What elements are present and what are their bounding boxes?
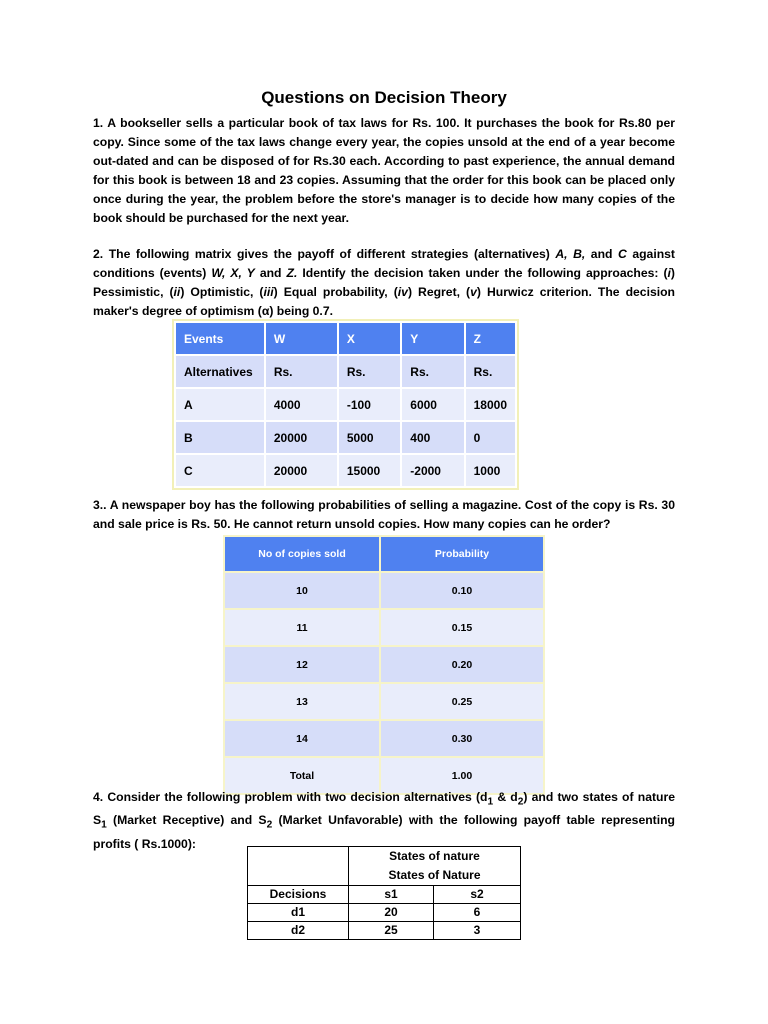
table-row	[248, 904, 521, 922]
table-cell: 0.25	[380, 683, 544, 720]
table-cell: 18000	[465, 388, 516, 421]
question-2: 2. The following matrix gives the payoff of different strategies (alternatives) A, B, and C against conditions (events) W, X, Y and Z. Identify the decision taken under the following approaches: (i) Pessimistic, (ii) Optimistic, (iii) Equal probability, (iv) Regret, (v) Hurwicz criterion. The decision maker's degree of optimism (α) being 0.7.	[93, 247, 676, 318]
table-cell: 12	[224, 646, 380, 683]
table-cell: s2	[434, 886, 521, 904]
table-cell: A	[175, 388, 265, 421]
table-cell: 15000	[338, 454, 401, 487]
table-row	[224, 720, 544, 757]
question-3: 3.. A newspaper boy has the following probabilities of selling a magazine. Cost of the copy is Rs. 30 and sale price is Rs. 50. He cannot return unsold copies. How many copies can he order?	[93, 498, 675, 531]
question-1: 1. A bookseller sells a particular book of tax laws for Rs. 100. It purchases the book for Rs.80 per copy. Since some of the tax laws change every year, the copies unsold at the end of a year become out-dated and can be disposed of for Rs.30 each. According to past experience, the annual demand for this book is between 18 and 23 copies. Assuming that the order for this book can be placed only once during the year, the problem before the store's manager is to decide how many copies of the book should be purchased for the next year.	[93, 116, 675, 225]
table-cell: 0	[465, 421, 516, 454]
states-of-nature-header: States of nature States of Nature	[349, 847, 521, 886]
header-cell: Y	[401, 322, 464, 355]
table-row	[248, 922, 521, 940]
table-cell: Rs.	[465, 355, 516, 388]
table-cell: s1	[349, 886, 434, 904]
header-cell: Probability	[380, 536, 544, 572]
table-row	[224, 646, 544, 683]
table-cell: 13	[224, 683, 380, 720]
table-cell: 0.20	[380, 646, 544, 683]
table-cell: C	[175, 454, 265, 487]
table-row	[224, 572, 544, 609]
table-cell: d1	[248, 904, 349, 922]
table-cell: Rs.	[265, 355, 338, 388]
table-cell: 0.10	[380, 572, 544, 609]
table-row	[248, 847, 521, 886]
decision-payoff-table	[247, 846, 521, 940]
table-cell: -100	[338, 388, 401, 421]
table-cell: Total	[224, 757, 380, 794]
table-cell: 20	[349, 904, 434, 922]
table-cell	[248, 847, 349, 886]
table-cell: 3	[434, 922, 521, 940]
table-cell: 0.30	[380, 720, 544, 757]
table-row	[175, 454, 516, 487]
table-row	[175, 421, 516, 454]
table-cell: 14	[224, 720, 380, 757]
table-cell: 25	[349, 922, 434, 940]
table-cell: 4000	[265, 388, 338, 421]
table-row	[175, 355, 516, 388]
question-4: 4. Consider the following problem with two decision alternatives ($d_1$ & $d_2$) and two states of nature $S_1$ (Market Receptive) and $S_2$ (Market Unfavorable) with the following payoff table representing profits ( Rs.1000):	[93, 790, 676, 851]
table-cell: 1000	[465, 454, 516, 487]
header-cell: Z	[465, 322, 516, 355]
probability-table	[223, 535, 545, 795]
table-row	[224, 609, 544, 646]
table-cell: 10	[224, 572, 380, 609]
table-cell: 6000	[401, 388, 464, 421]
table-cell: 20000	[265, 421, 338, 454]
table-cell: 11	[224, 609, 380, 646]
header-cell: W	[265, 322, 338, 355]
table-cell: -2000	[401, 454, 464, 487]
header-cell: Events	[175, 322, 265, 355]
table-cell: Alternatives	[175, 355, 265, 388]
table-cell: B	[175, 421, 265, 454]
table-cell: 6	[434, 904, 521, 922]
table-cell: Rs.	[338, 355, 401, 388]
table-cell: 400	[401, 421, 464, 454]
table-cell: Decisions	[248, 886, 349, 904]
table-cell: 0.15	[380, 609, 544, 646]
table-row	[224, 683, 544, 720]
table-row	[175, 388, 516, 421]
table-cell: 5000	[338, 421, 401, 454]
header-cell: X	[338, 322, 401, 355]
page-title: Questions on Decision Theory	[261, 88, 507, 107]
payoff-matrix-table	[174, 321, 517, 488]
table-header-row	[224, 536, 544, 572]
header-cell: No of copies sold	[224, 536, 380, 572]
table-row	[248, 886, 521, 904]
table-cell: 1.00	[380, 757, 544, 794]
table-header-row	[175, 322, 516, 355]
table-cell: Rs.	[401, 355, 464, 388]
table-cell: 20000	[265, 454, 338, 487]
table-cell: d2	[248, 922, 349, 940]
